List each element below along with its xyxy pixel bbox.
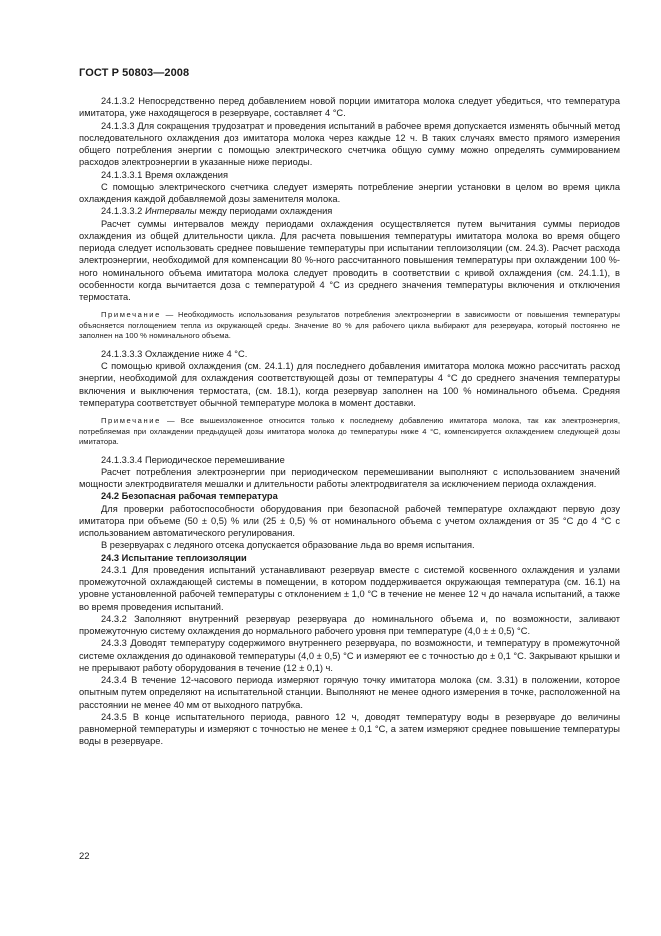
- subsection-heading: 24.1.3.3.4 Периодическое перемешивание: [101, 454, 285, 465]
- document-body: [79, 95, 620, 748]
- document-header: ГОСТ Р 50803—2008: [79, 67, 190, 79]
- subsection-heading: [79, 205, 620, 217]
- note-text: — Необходимость использования результатов потребления электроэнергии в зависимости от повышения температуры объясняется поглощением тепла из окружающей среды. Значение 80 % для рабочего цикла выбирают для резервуара, который постоянно не заполнен на 100 % номинального объема.: [79, 310, 620, 341]
- page-number: 22: [79, 851, 90, 862]
- paragraph: Для проверки работоспособности оборудования при безопасной рабочей температуре охлаждают первую дозу имитатора при объеме (50 ± 0,5) % или (25 ± 0,5) % от номинального объема с учетом охлаждения от 35 °С до 4 °С с использованием автоматического регулирования.: [79, 503, 620, 538]
- paragraph: С помощью электрического счетчика следует измерять потребление энергии установки в целом во время цикла охлаждения каждой добавляемой дозы заменителя молока.: [79, 181, 620, 204]
- paragraph: 24.3.5 В конце испытательного периода, равного 12 ч, доводят температуру воды в резервуаре до величины равномерной температуры и измеряют с точностью не менее ± 0,1 °С, а затем измеряют среднее повышение температуры воды в резервуаре.: [79, 711, 620, 747]
- subsection-heading: 24.1.3.3.1 Время охлаждения: [101, 169, 228, 180]
- clause-number: 24.1.3.3.2: [101, 206, 145, 217]
- section-heading: 24.2 Безопасная рабочая температура: [101, 491, 278, 502]
- paragraph: С помощью кривой охлаждения (см. 24.1.1) для последнего добавления имитатора молока можно рассчитать расход энергии, необходимой для охлаждения соответствующей дозы от температуры 4 °С до среднего значения температуры включения и выключения термостата, (см. 18.1), когда резервуар заполнен на 100 % номинального объема. Средняя температура соответствует обычной температуре молока в момент доставки.: [79, 361, 620, 408]
- paragraph: 24.3.1 Для проведения испытаний устанавливают резервуар вместе с системой косвенного охлаждения и узлами промежуточной охлаждающей системы в помещении, в котором поддерживается окружающая температура (см. 16.1) на уровне установленной рабочей температуры с отклонением ± 1,0 °С в течение не менее 12 ч до начала испытаний, а также во время проведения испытаний.: [79, 564, 620, 612]
- note: [79, 416, 620, 448]
- paragraph: 24.1.3.2 Непосредственно перед добавлением новой порции имитатора молока следует убедиться, что температура имитатора, уже находящегося в резервуаре, составляет 4 °С.: [79, 96, 620, 119]
- note-label: Примечание: [101, 310, 161, 320]
- note-label: Примечание: [101, 416, 161, 425]
- heading-rest: между периодами охлаждения: [196, 206, 333, 217]
- note-text: — Все вышеизложенное относится только к последнему добавлению имитатора молока, так как электроэнергия, потребляемая при охлаждении предыдущей дозы имитатора молока до температуры ниже 4 °С, компенсируется охлаждением следующей дозы имитатора.: [79, 416, 620, 446]
- paragraph: 24.3.3 Доводят температуру содержимого внутреннего резервуара, по возможности, и температуру в промежуточной системе охлаждения до одинаковой температуры (4,0 ± 0,5) °С и измеряют ее с точностью до ± 0,1 °С. Закрывают крышки и не прерывают работу оборудования в течение (12 ± 0,1) ч.: [79, 638, 620, 673]
- section-heading: 24.3 Испытание теплоизоляции: [101, 552, 247, 563]
- paragraph: Расчет суммы интервалов между периодами охлаждения осуществляется путем вычитания суммы периодов охлаждения из общей длительности цикла. Для расчета повышения температуры имитатора молока во время общего периода следует использовать среднее повышение температуры при испытании теплоизоляции (см. 24.3). Расчет расхода электроэнергии, необходимой для компенсации 80 %-ного рассчитанного повышения температуры при охлаждении 100 %-ного номинального объема имитатора молока следует проводить в соответствии с кривой охлаждения (см. 24.1.1), в особенности когда вычитается доза с температурой 4 °С из среднего значения температуры включения и отключения термостата.: [79, 218, 620, 302]
- subsection-heading: 24.1.3.3.3 Охлаждение ниже 4 °С.: [101, 348, 248, 359]
- paragraph: 24.1.3.3 Для сокращения трудозатрат и проведения испытаний в рабочее время допускается изменять обычный метод последовательного охлаждения доз имитатора молока через каждые 12 ч. В таких случаях вместо прямого измерения общего потребления энергии с помощью электрического счетчика общую сумму можно определять суммированием расходов электроэнергии в указанные ниже периоды.: [79, 120, 620, 168]
- italic-term: Интервалы: [144, 206, 197, 217]
- note: [79, 310, 620, 342]
- paragraph: 24.3.2 Заполняют внутренний резервуар резервуара до номинального объема и, по возможности, заливают промежуточную систему охлаждения до нормального рабочего уровня при температуре (4,0 ± ± 0,5) °С.: [79, 613, 620, 636]
- paragraph: Расчет потребления электроэнергии при периодическом перемешивании выполняют с использованием значений мощности электродвигателя мешалки и длительности работы электродвигателя за исключением периода охлаждения.: [79, 466, 620, 489]
- paragraph: В резервуарах с ледяного отсека допускается образование льда во время испытания.: [101, 540, 475, 551]
- paragraph: 24.3.4 В течение 12-часового периода измеряют горячую точку имитатора молока (см. 3.31) в положении, которое опытным путем определяют на испытательной станции. Выполняют не менее одного измерения в точке, расположенной на расстоянии не менее 40 мм от выходного патрубка.: [79, 675, 620, 710]
